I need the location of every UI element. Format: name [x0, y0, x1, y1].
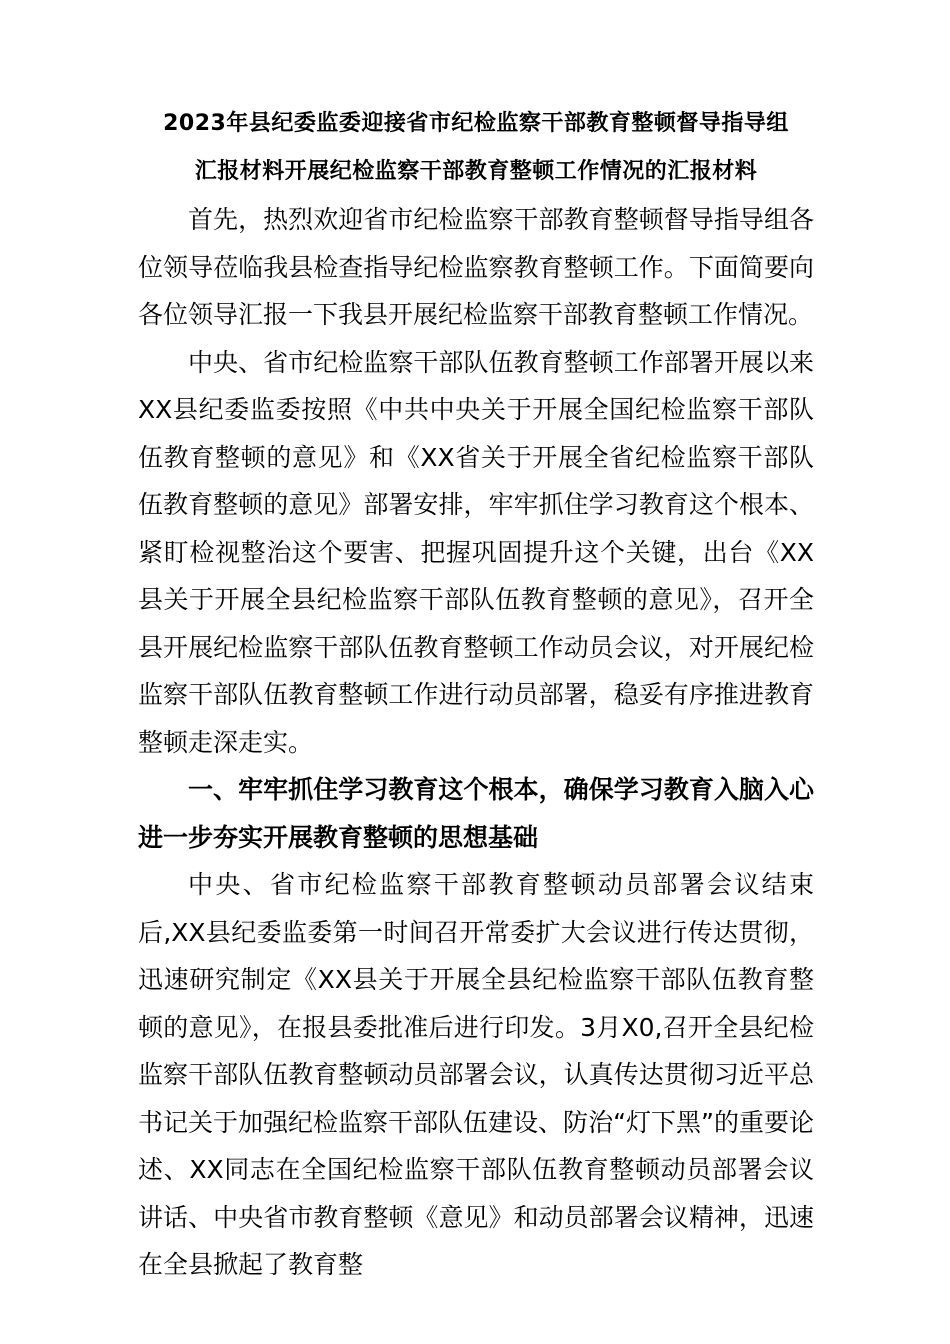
title-line-1: 2023年县纪委监委迎接省市纪检监察干部教育整顿督导指导组 — [163, 111, 789, 136]
section-1-heading: 一、牢牢抓住学习教育这个根本，确保学习教育入脑入心进一步夯实开展教育整顿的思想基础 — [138, 775, 814, 852]
document-page — [138, 100, 814, 1289]
intro-paragraph: 首先，热烈欢迎省市纪检监察干部教育整顿督导指导组各位领导莅临我县检查指导纪检监察教育整顿工作。下面简要向各位领导汇报一下我县开展纪检监察干部教育整顿工作情况。 — [138, 205, 814, 329]
background-paragraph: 中央、省市纪检监察干部队伍教育整顿工作部署开展以来XX县纪委监委按照《中共中央关于开展全国纪检监察干部队伍教育整顿的意见》和《XX省关于开展全省纪检监察干部队伍教育整顿的意见》部署安排，牢牢抓住学习教育这个根本、紧盯检视整治这个要害、把握巩固提升这个关键，出台《XX县关于开展全县纪检监察干部队伍教育整顿的意见》，召开全县开展纪检监察干部队伍教育整顿工作动员会议，对开展纪检监察干部队伍教育整顿工作进行动员部署，稳妥有序推进教育整顿走深走实。 — [138, 347, 814, 757]
section-1-paragraph: 中央、省市纪检监察干部教育整顿动员部署会议结束后,XX县纪委监委第一时间召开常委扩大会议进行传达贯彻，迅速研究制定《XX县关于开展全县纪检监察干部队伍教育整顿的意见》，在报县委批准后进行印发。3月X0,召开全县纪检监察干部队伍教育整顿动员部署会议，认真传达贯彻习近平总书记关于加强纪检监察干部队伍建设、防治“灯下黑”的重要论述、XX同志在全国纪检监察干部队伍教育整顿动员部署会议讲话、中央省市教育整顿《意见》和动员部署会议精神，迅速在全县掀起了教育整 — [138, 870, 814, 1279]
document-title — [138, 100, 814, 196]
title-line-2: 汇报材料开展纪检监察干部教育整顿工作情况的汇报材料 — [194, 159, 758, 184]
